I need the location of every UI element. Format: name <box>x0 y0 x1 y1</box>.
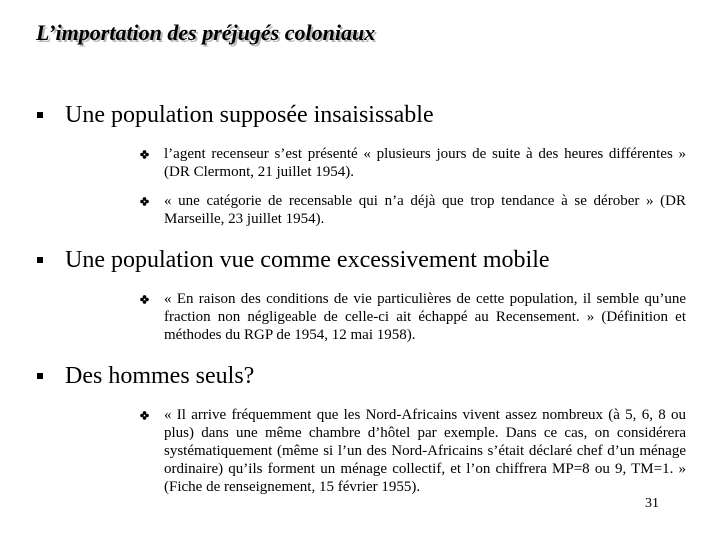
diamond-bullet-icon <box>140 295 149 304</box>
diamond-bullet-icon <box>140 197 149 206</box>
diamond-bullet-icon <box>140 150 149 159</box>
list-item: « En raison des conditions de vie particulières de cette population, il semble qu’une fraction non négligeable de celle-ci ait échappé au Recensement. » (Définition et méthodes du RGP de 1954, 12 mai 1958). <box>164 291 686 343</box>
list-item: « Il arrive fréquemment que les Nord-Africains vivent assez nombreux (à 5, 6, 8 ou plus) dans une même chambre d’hôtel par exemple. Dans ce cas, on considérera systématiquement (même si l’un des Nord-Africains s’était déclaré chef d’un ménage ordinaire) qu’ils forment un ménage collectif, et l’on chiffrera MP=8 ou 9, TM=1. » (Fiche de renseignement, 15 février 1955). <box>164 407 686 495</box>
diamond-bullet-icon <box>140 411 149 420</box>
list-item: « une catégorie de recensable qui n’a déjà que trop tendance à se dérober » (DR Marseille, 23 juillet 1954). <box>164 193 686 227</box>
page-number: 31 <box>645 496 659 511</box>
section-heading: Une population supposée insaisissable <box>65 102 434 128</box>
section-heading: Des hommes seuls? <box>65 363 255 389</box>
square-bullet-icon <box>37 373 43 379</box>
square-bullet-icon <box>37 112 43 118</box>
square-bullet-icon <box>37 257 43 263</box>
list-item: l’agent recenseur s’est présenté « plusieurs jours de suite à des heures différentes » (DR Clermont, 21 juillet 1954). <box>164 146 686 180</box>
section-heading: Une population vue comme excessivement mobile <box>65 247 550 273</box>
slide-title: L’importation des préjugés coloniaux <box>36 20 376 45</box>
